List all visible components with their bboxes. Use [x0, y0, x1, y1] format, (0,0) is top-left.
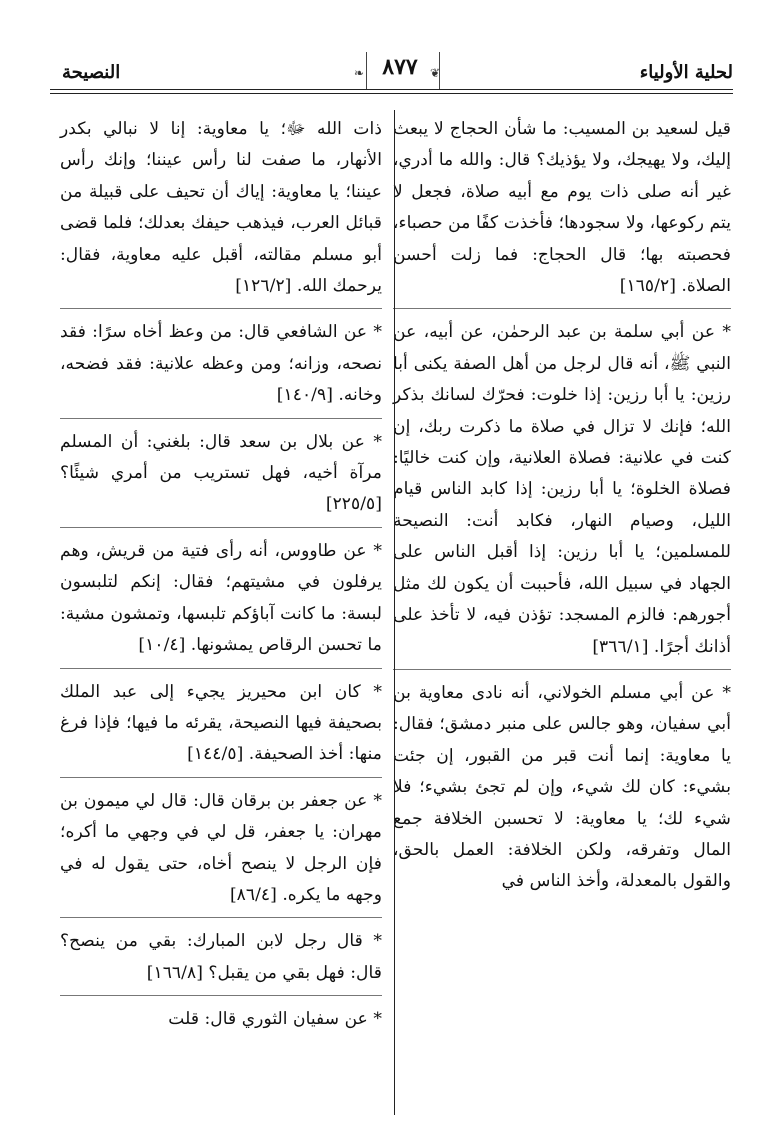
text-entry	[60, 308, 382, 417]
entry-text: * عن جعفر بن برقان قال: قال لي ميمون بن مهران: يا جعفر، قل لي في وجهي ما أكره؛ فإن الرجل لا ينصح أخاه، حتى يقول له في وجهه ما يكره. [٨٦/٤]	[60, 790, 382, 905]
entry-text: * عن الشافعي قال: من وعظ أخاه سرًا: فقد نصحه، وزانه؛ ومن وعظه علانية: فقد فضحه، وخانه. [١٤٠/٩]	[60, 322, 382, 406]
column-separator	[394, 110, 395, 1115]
text-entry	[60, 418, 382, 527]
entry-text: * قال رجل لابن المبارك: بقي من ينصح؟ قال: فهل بقي من يقبل؟ [١٦٦/٨]	[60, 931, 382, 983]
text-entry	[60, 777, 382, 918]
ornament-right-icon: ❦	[430, 66, 441, 80]
text-entry	[60, 527, 382, 668]
entry-text: قيل لسعيد بن المسيب: ما شأن الحجاج لا يبعث إليك، ولا يهيجك، ولا يؤذيك؟ قال: والله ما أدري، غير أنه صلى ذات يوم مع أبيه صلاة، فجعل لا يتم ركوعها، ولا سجودها؛ فأخذت كفًا من حصباء، فحصبته بها؛ قال الحجاج: فما زلت أحسن الصلاة. [١٦٥/٢]	[393, 119, 731, 297]
right-column	[393, 110, 731, 904]
text-entry	[60, 668, 382, 777]
page-number: ٨٧٧	[382, 54, 418, 80]
ornament-left-icon: ❧	[354, 66, 365, 80]
entry-text: * عن أبي مسلم الخولاني، أنه نادى معاوية بن أبي سفيان، وهو جالس على منبر دمشق؛ فقال: يا معاوية: إنما أنت قبر من القبور، إن جئت بشيء: كان لك شيء، وإن لم تجئ بشيء؛ فلا شيء لك؛ يا معاوية: لا تحسبن الخلافة جمع المال وتفرقه، ولكن الخلافة: العمل بالحق، والقول بالمعدلة، وأخذ الناس في	[393, 682, 731, 892]
header-rule	[50, 89, 733, 90]
book-title: لحلية الأولياء	[639, 62, 733, 83]
entry-text: * عن طاووس، أنه رأى فتية من قريش، وهم يرفلون في مشيتهم؛ فقال: إنكم لتلبسون لبسة: ما كانت آباؤكم تلبسها، وتمشون مشية: ما تحسن الرقاص يمشونها. [١٠/٤]	[60, 540, 382, 656]
text-entry	[393, 308, 731, 668]
section-title: النصيحة	[62, 62, 121, 83]
entry-text: * عن سفيان الثوري قال: قلت	[168, 1009, 382, 1030]
text-entry	[393, 110, 731, 308]
entry-text: * عن بلال بن سعد قال: بلغني: أن المسلم مرآة أخيه، فهل تستريب من أمري شيئًا؟ [٢٢٥/٥]	[60, 431, 382, 515]
left-column	[60, 110, 382, 1042]
entry-text: ذات الله ﷻ؛ يا معاوية: إنا لا نبالي بكدر الأنهار، ما صفت لنا رأس عيننا؛ وإنك رأس عيننا؛ يا معاوية: إياك أن تحيف على قبيلة من قبائل العرب، فيذهب حيفك بعدلك؛ فلما قضى أبو مسلم مقالته، أقبل عليه معاوية، فقال: يرحمك الله. [١٢٦/٢]	[60, 119, 382, 297]
text-entry	[60, 995, 382, 1041]
text-entry	[60, 110, 382, 308]
entry-text: * كان ابن محيريز يجيء إلى عبد الملك بصحيفة فيها النصيحة، يقرئه ما فيها؛ فإذا فرغ منها: أخذ الصحيفة. [١٤٤/٥]	[60, 681, 382, 765]
entry-text: * عن أبي سلمة بن عبد الرحمٰن، عن أبيه، عن النبي ﷺ، أنه قال لرجل من أهل الصفة يكنى أبا رزين: يا أبا رزين: إذا خلوت: فحرّك لسانك بذكر الله؛ فإنك لا تزال في صلاة ما ذكرت ربك، إن كنت في علانية: فصلاة العلانية، وإن كنت خاليًا: فصلاة الخلوة؛ يا أبا رزين: إذا كابد الناس قيام الليل، وصيام النهار، فكابد أنت: النصيحة للمسلمين؛ يا أبا رزين: إذا أقبل الناس على الجهاد في سبيل الله، فأحببت أن يكون لك مثل أجورهم: فالزم المسجد: تؤذن فيه، لا تأخذ على أذانك أجرًا. [٣٦٦/١]	[393, 322, 731, 657]
text-entry	[393, 669, 731, 904]
header-rule-thin	[50, 93, 733, 94]
text-entry	[60, 917, 382, 995]
